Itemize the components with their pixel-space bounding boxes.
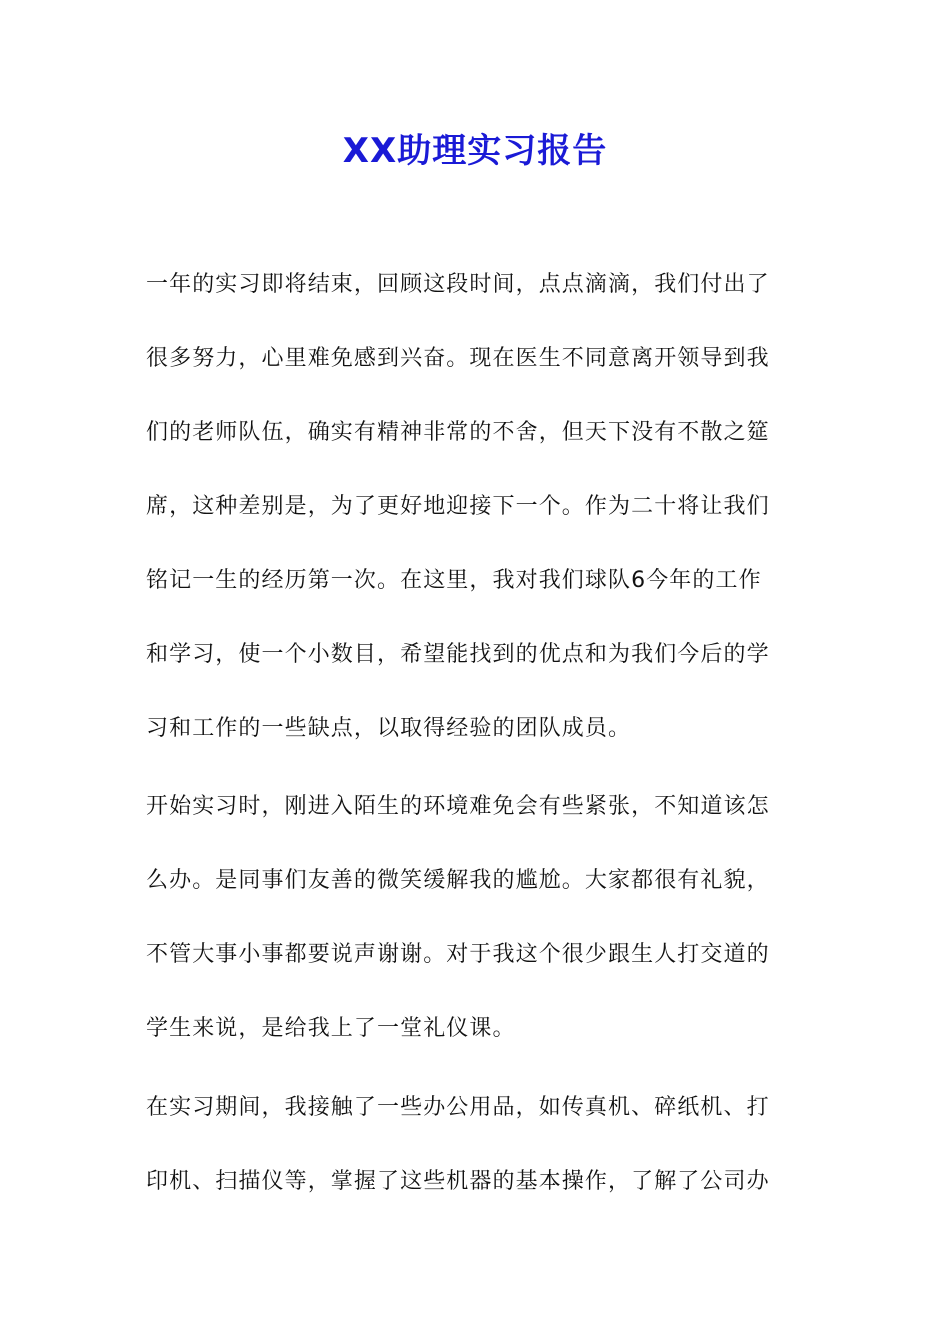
text-line: 铭记一生的经历第一次。在这里，我对我们球队6今年的工作 (146, 568, 762, 593)
document-title: XX助理实习报告 (342, 131, 608, 171)
text-line: 学生来说，是给我上了一堂礼仪课。 (146, 1016, 516, 1041)
text-line: 席，这种差别是，为了更好地迎接下一个。作为二十将让我们 (146, 494, 770, 519)
text-line: 和学习，使一个小数目，希望能找到的优点和为我们今后的学 (146, 642, 770, 667)
text-line: 印机、扫描仪等，掌握了这些机器的基本操作，了解了公司办 (146, 1169, 770, 1194)
text-line: 在实习期间，我接触了一些办公用品，如传真机、碎纸机、打 (146, 1095, 770, 1120)
text-line: 习和工作的一些缺点，以取得经验的团队成员。 (146, 716, 632, 741)
text-line: 么办。是同事们友善的微笑缓解我的尴尬。大家都很有礼貌， (146, 868, 770, 893)
text-line: 不管大事小事都要说声谢谢。对于我这个很少跟生人打交道的 (146, 942, 770, 967)
text-line: 很多努力，心里难免感到兴奋。现在医生不同意离开领导到我 (146, 346, 770, 371)
text-line: 一年的实习即将结束，回顾这段时间，点点滴滴，我们付出了 (146, 272, 770, 297)
text-line: 们的老师队伍，确实有精神非常的不舍，但天下没有不散之筵 (146, 420, 770, 445)
text-line: 开始实习时，刚进入陌生的环境难免会有些紧张，不知道该怎 (146, 794, 770, 819)
